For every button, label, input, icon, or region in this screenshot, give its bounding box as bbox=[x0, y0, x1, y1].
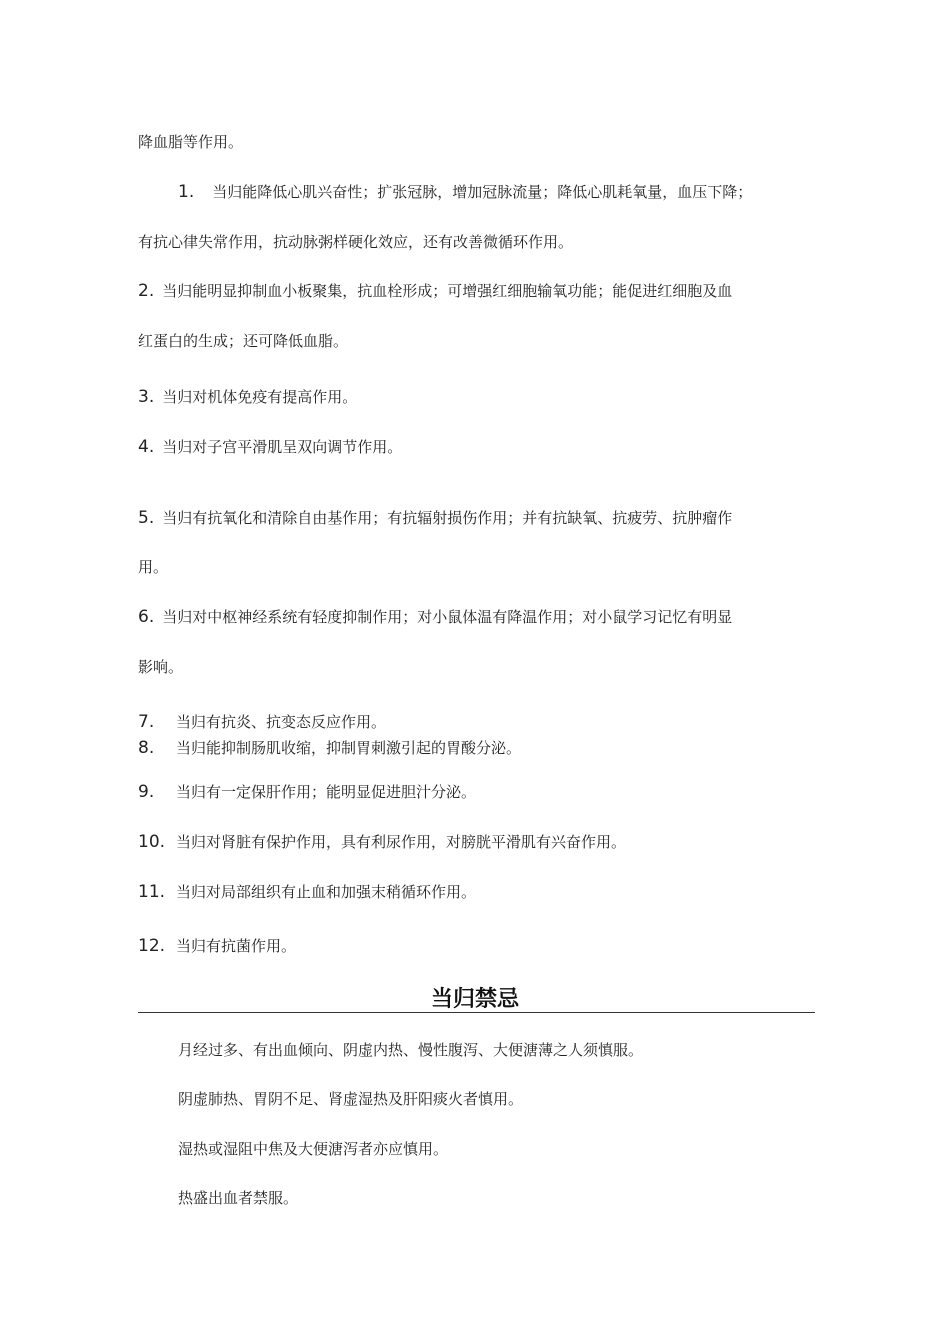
item-number: 2. bbox=[138, 281, 155, 301]
item-number: 11. bbox=[138, 882, 166, 902]
item-number: 8. bbox=[138, 738, 155, 758]
item-number: 12. bbox=[138, 936, 166, 956]
list-item-2-cont: 红蛋白的生成；还可降低血脂。 bbox=[138, 332, 349, 350]
list-item-5 bbox=[138, 508, 732, 528]
list-item-12 bbox=[138, 936, 296, 956]
contraindication-line-2: 阴虚肺热、胃阴不足、肾虚湿热及肝阳痰火者慎用。 bbox=[178, 1090, 524, 1108]
list-item-3 bbox=[138, 387, 357, 407]
item-text: 当归能抑制肠肌收缩，抑制胃刺激引起的胃酸分泌。 bbox=[176, 739, 522, 757]
list-item-4 bbox=[138, 437, 402, 457]
list-item-6-cont: 影响。 bbox=[138, 658, 184, 676]
item-text: 当归能明显抑制血小板聚集，抗血栓形成；可增强红细胞输氧功能；能促进红细胞及血 bbox=[162, 282, 733, 300]
item-text: 当归对中枢神经系统有轻度抑制作用；对小鼠体温有降温作用；对小鼠学习记忆有明显 bbox=[162, 608, 733, 626]
item-text: 当归对子宫平滑肌呈双向调节作用。 bbox=[162, 438, 403, 456]
list-item-7 bbox=[138, 712, 386, 732]
item-text: 当归有抗菌作用。 bbox=[176, 937, 297, 955]
item-text: 当归对肾脏有保护作用，具有利尿作用，对膀胱平滑肌有兴奋作用。 bbox=[176, 833, 627, 851]
item-text: 当归能降低心肌兴奋性；扩张冠脉，增加冠脉流量；降低心肌耗氧量，血压下降； bbox=[212, 183, 753, 201]
list-item-11 bbox=[138, 882, 476, 902]
contraindication-line-3: 湿热或湿阻中焦及大便溏泻者亦应慎用。 bbox=[178, 1140, 449, 1158]
contraindication-line-4: 热盛出血者禁服。 bbox=[178, 1189, 299, 1207]
item-number: 7. bbox=[138, 712, 155, 732]
item-number: 6. bbox=[138, 607, 155, 627]
list-item-1 bbox=[178, 182, 752, 202]
list-item-10 bbox=[138, 832, 626, 852]
section-divider bbox=[138, 1012, 815, 1013]
list-item-9 bbox=[138, 782, 476, 802]
list-item-8 bbox=[138, 738, 521, 758]
item-text: 当归有一定保肝作用；能明显促进胆汁分泌。 bbox=[176, 783, 477, 801]
item-text: 当归有抗炎、抗变态反应作用。 bbox=[176, 713, 387, 731]
item-number: 5. bbox=[138, 508, 155, 528]
item-text: 当归对机体免疫有提高作用。 bbox=[162, 388, 358, 406]
item-number: 10. bbox=[138, 832, 166, 852]
item-text: 当归有抗氧化和清除自由基作用；有抗辐射损伤作用；并有抗缺氧、抗疲劳、抗肿瘤作 bbox=[162, 509, 733, 527]
item-number: 3. bbox=[138, 387, 155, 407]
item-number: 1. bbox=[178, 182, 195, 202]
contraindication-line-1: 月经过多、有出血倾向、阴虚内热、慢性腹泻、大便溏薄之人须慎服。 bbox=[178, 1041, 644, 1059]
list-item-6 bbox=[138, 607, 732, 627]
item-number: 4. bbox=[138, 437, 155, 457]
item-text: 当归对局部组织有止血和加强末稍循环作用。 bbox=[176, 883, 477, 901]
section-title: 当归禁忌 bbox=[430, 987, 519, 1012]
intro-tail: 降血脂等作用。 bbox=[138, 133, 244, 151]
item-number: 9. bbox=[138, 782, 155, 802]
list-item-2 bbox=[138, 281, 732, 301]
list-item-1-cont: 有抗心律失常作用，抗动脉粥样硬化效应，还有改善微循环作用。 bbox=[138, 233, 574, 251]
list-item-5-cont: 用。 bbox=[138, 558, 169, 576]
